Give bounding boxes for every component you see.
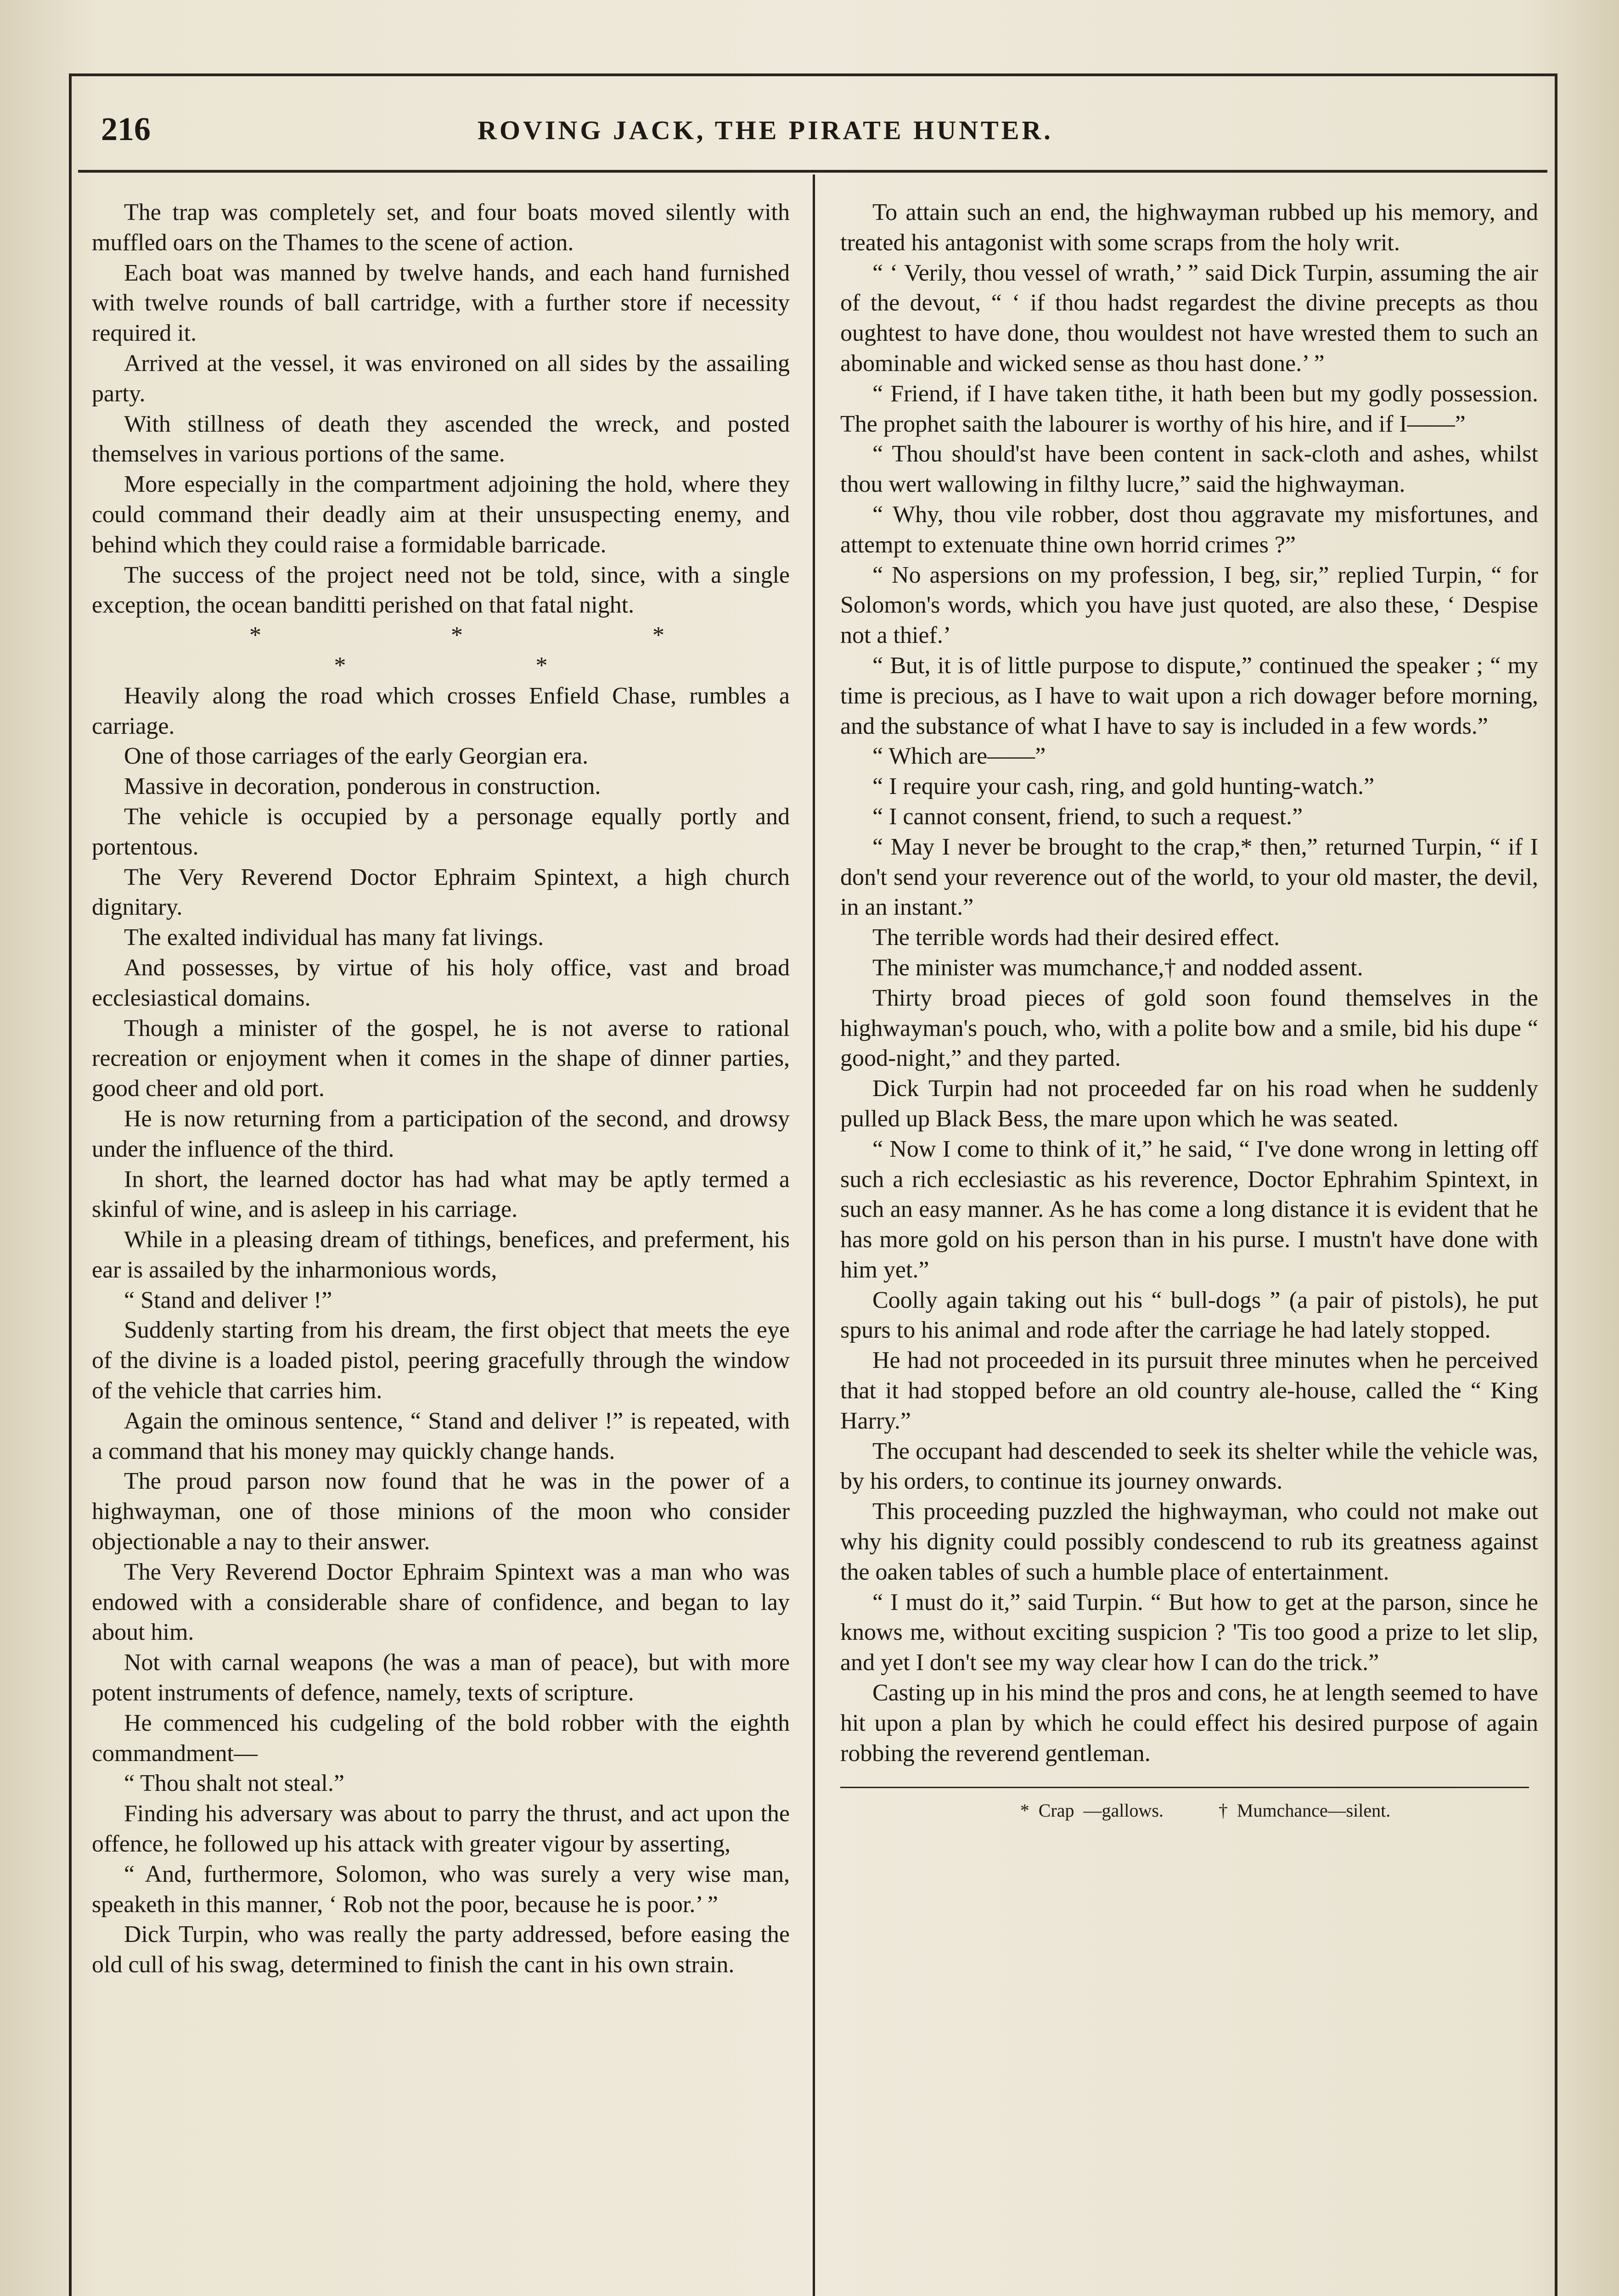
paragraph: In short, the learned doctor has had what may be aptly termed a skinful of wine, and is asleep in his carriage. xyxy=(92,1166,790,1223)
paragraph: The trap was completely set, and four boats moved silently with muffled oars on the Thames to the scene of action. xyxy=(92,199,790,256)
paragraph: Thirty broad pieces of gold soon found themselves in the highwayman's pouch, who, with a polite bow and a smile, bid his dupe “ good-night,” and they parted. xyxy=(840,985,1538,1072)
paragraph: The Very Reverend Doctor Ephraim Spintext, a high church dignitary. xyxy=(92,864,790,921)
footnote-mumchance: † Mumchance—silent. xyxy=(1218,1800,1391,1821)
paragraph: “ ‘ Verily, thou vessel of wrath,’ ” said Dick Turpin, assuming the air of the devout, “ ‘ if thou hadst regardest the divine precepts as thou oughtest to have done, thou wouldest not have wrested them to such an abominable and wicked sense as thou hast done.’ ” xyxy=(840,259,1538,377)
paragraph: The terrible words had their desired effect. xyxy=(872,924,1280,951)
paragraph: The minister was mumchance,† and nodded assent. xyxy=(872,954,1363,981)
paragraph: Dick Turpin had not proceeded far on his road when he suddenly pulled up Black Bess, the mare upon which he was seated. xyxy=(840,1075,1538,1132)
paragraph: “ And, furthermore, Solomon, who was surely a very wise man, speaketh in this manner, ‘ Rob not the poor, because he is poor.’ ” xyxy=(92,1861,790,1918)
paragraph: The proud parson now found that he was in the power of a highwayman, one of those minions of the moon who consider objectionable a nay to their answer. xyxy=(92,1468,790,1555)
section-break: * * * * * xyxy=(249,622,756,679)
paragraph: “ Why, thou vile robber, dost thou aggravate my misfortunes, and attempt to extenuate thine own horrid crimes ?” xyxy=(840,501,1538,558)
paragraph: Though a minister of the gospel, he is not averse to rational recreation or enjoyment when it comes in the shape of dinner parties, good cheer and old port. xyxy=(92,1015,790,1102)
paragraph: Suddenly starting from his dream, the first object that meets the eye of the divine is a loaded pistol, peering gracefully through the window of the vehicle that carries him. xyxy=(92,1317,790,1404)
right-column xyxy=(840,197,1538,1826)
footnotes xyxy=(840,1795,1538,1826)
paragraph: The exalted individual has many fat livings. xyxy=(124,924,544,951)
paragraph: “ Stand and deliver !” xyxy=(124,1287,332,1313)
paragraph: “ Friend, if I have taken tithe, it hath been but my godly possession. The prophet saith the labourer is worthy of his hire, and if I——” xyxy=(840,380,1538,437)
footnote-crap: * Crap —gallows. xyxy=(1020,1800,1164,1821)
paragraph: “ Which are——” xyxy=(872,743,1046,770)
paragraph: Coolly again taking out his “ bull-dogs ” (a pair of pistols), he put spurs to his animal and rode after the carriage he had lately stopped. xyxy=(840,1287,1538,1344)
page-number: 216 xyxy=(101,111,151,147)
footnote-rule xyxy=(840,1787,1529,1788)
left-column xyxy=(92,197,790,1980)
paragraph: Massive in decoration, ponderous in construction. xyxy=(124,773,601,800)
paragraph: While in a pleasing dream of tithings, benefices, and preferment, his ear is assailed by the inharmonious words, xyxy=(92,1227,790,1283)
paragraph: Casting up in his mind the pros and cons, he at length seemed to have hit upon a plan by which he could effect his desired purpose of again robbing the reverend gentleman. xyxy=(840,1680,1538,1767)
paragraph: “ Thou should'st have been content in sack-cloth and ashes, whilst thou wert wallowing in filthy lucre,” said the highwayman. xyxy=(840,441,1538,498)
running-title: ROVING JACK, THE PIRATE HUNTER. xyxy=(478,115,1053,145)
paragraph: “ Now I come to think of it,” he said, “ I've done wrong in letting off such a rich ecclesiastic as his reverence, Doctor Ephrahim Spintext, in such an easy manner. As he has come a long distance it is evident that he has more gold on his person than in his purse. I mustn't have done with him yet.” xyxy=(840,1136,1538,1283)
paragraph: And possesses, by virtue of his holy office, vast and broad ecclesiastical domains. xyxy=(92,954,790,1011)
paragraph: Finding his adversary was about to parry the thrust, and act upon the offence, he followed up his attack with greater vigour by asserting, xyxy=(92,1801,790,1857)
paragraph: With stillness of death they ascended the wreck, and posted themselves in various portions of the same. xyxy=(92,411,790,467)
paragraph: Arrived at the vessel, it was environed on all sides by the assailing party. xyxy=(92,350,790,407)
paragraph: He is now returning from a participation of the second, and drowsy under the influence of the third. xyxy=(92,1105,790,1162)
paragraph: The success of the project need not be told, since, with a single exception, the ocean banditti perished on that fatal night. xyxy=(92,562,790,619)
paragraph: “ I must do it,” said Turpin. “ But how to get at the parson, since he knows me, without exciting suspicion ? 'Tis too good a prize to let slip, and yet I don't see my way clear how I can do the trick.” xyxy=(840,1589,1538,1676)
paragraph: Again the ominous sentence, “ Stand and deliver !” is repeated, with a command that his money may quickly change hands. xyxy=(92,1407,790,1464)
paragraph: Heavily along the road which crosses Enfield Chase, rumbles a carriage. xyxy=(92,682,790,739)
paragraph: “ I require your cash, ring, and gold hunting-watch.” xyxy=(872,773,1375,800)
header-rule xyxy=(78,170,1547,173)
paragraph: The Very Reverend Doctor Ephraim Spintext was a man who was endowed with a considerable share of confidence, and began to lay about him. xyxy=(92,1559,790,1646)
paragraph: The vehicle is occupied by a personage equally portly and portentous. xyxy=(92,803,790,860)
paragraph: “ I cannot consent, friend, to such a request.” xyxy=(872,803,1303,830)
paragraph: Not with carnal weapons (he was a man of peace), but with more potent instruments of defence, namely, texts of scripture. xyxy=(92,1649,790,1706)
paragraph: He commenced his cudgeling of the bold robber with the eighth commandment— xyxy=(92,1710,790,1767)
paragraph: Dick Turpin, who was really the party addressed, before easing the old cull of his swag, determined to finish the cant in his own strain. xyxy=(92,1921,790,1978)
paragraph: This proceeding puzzled the highwayman, who could not make out why his dignity could possibly condescend to rub its greatness against the oaken tables of such a humble place of entertainment. xyxy=(840,1498,1538,1585)
paragraph: The occupant had descended to seek its shelter while the vehicle was, by his orders, to continue its journey onwards. xyxy=(840,1438,1538,1495)
paragraph: “ Thou shalt not steal.” xyxy=(124,1770,344,1797)
paragraph: “ May I never be brought to the crap,* then,” returned Turpin, “ if I don't send your reverence out of the world, to your old master, the devil, in an instant.” xyxy=(840,833,1538,921)
paragraph: To attain such an end, the highwayman rubbed up his memory, and treated his antagonist with some scraps from the holy writ. xyxy=(840,199,1538,256)
paragraph: One of those carriages of the early Georgian era. xyxy=(124,743,589,770)
paragraph: “ No aspersions on my profession, I beg, sir,” replied Turpin, “ for Solomon's words, which you have just quoted, are also these, ‘ Despise not a thief.’ xyxy=(840,562,1538,649)
paragraph: He had not proceeded in its pursuit three minutes when he perceived that it had stopped before an old country ale-house, called the “ King Harry.” xyxy=(840,1347,1538,1434)
page-header xyxy=(101,110,1543,152)
column-divider xyxy=(813,174,815,2296)
paragraph: Each boat was manned by twelve hands, and each hand furnished with twelve rounds of ball cartridge, with a further store if necessity required it. xyxy=(92,259,790,347)
paragraph: More especially in the compartment adjoining the hold, where they could command their deadly aim at their unsuspecting enemy, and behind which they could raise a formidable barricade. xyxy=(92,471,790,558)
paragraph: “ But, it is of little purpose to dispute,” continued the speaker ; “ my time is precious, as I have to wait upon a rich dowager before morning, and the substance of what I have to say is included in a few words.” xyxy=(840,652,1538,739)
